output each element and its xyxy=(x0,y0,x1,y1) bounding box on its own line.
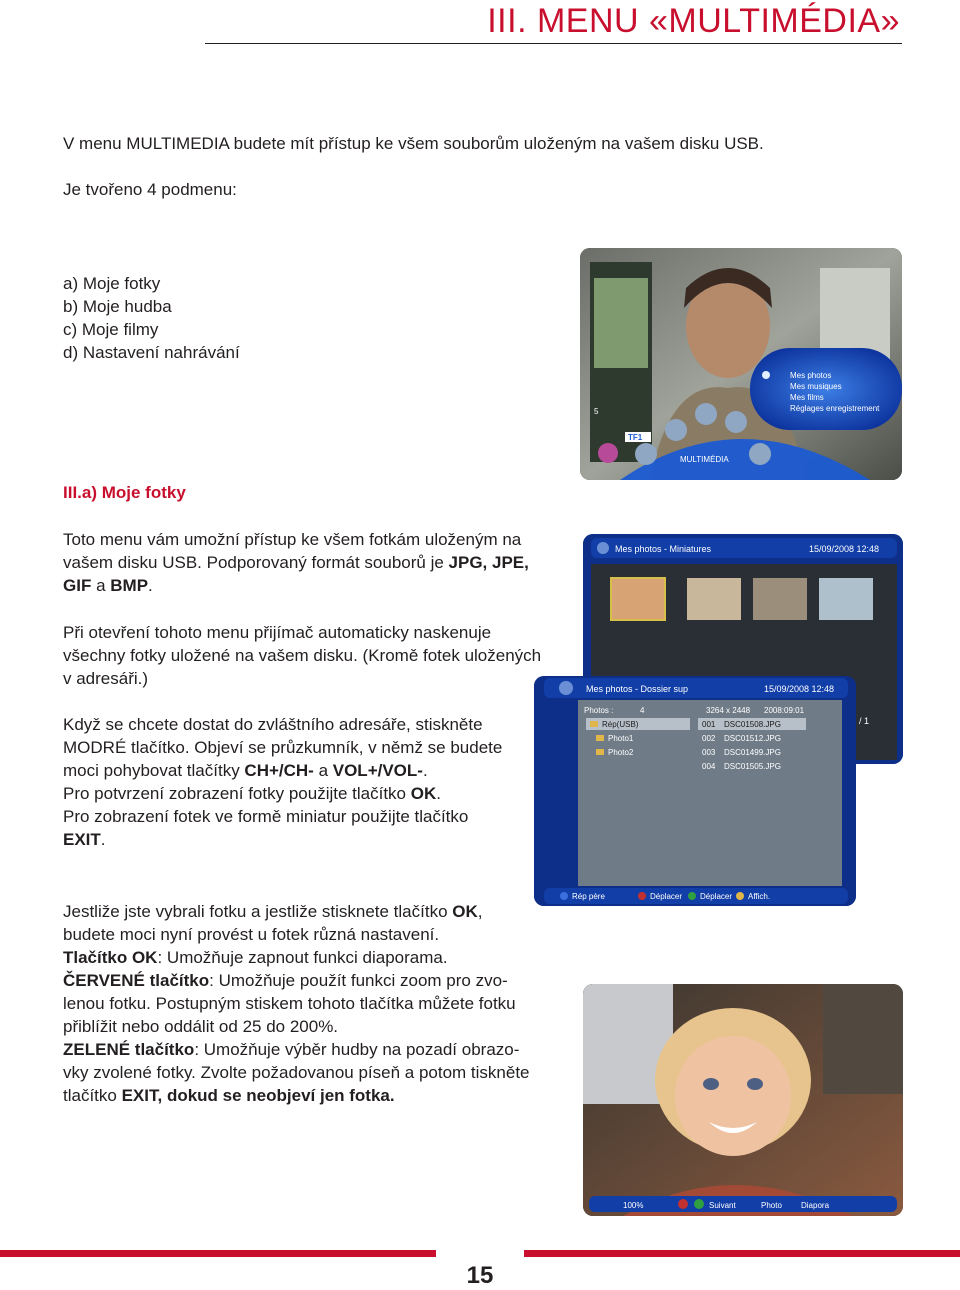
text-run: a xyxy=(91,576,111,595)
text-line xyxy=(63,969,530,992)
text-run: . xyxy=(436,784,441,803)
header-divider xyxy=(205,43,902,44)
text-line: Když se chcete dostat do zvláštního adresáře, stiskněte xyxy=(63,715,483,734)
screenshot-folder-explorer xyxy=(534,676,856,906)
key-exit-instruction: EXIT, dokud se neobjeví jen fotka. xyxy=(121,1086,395,1105)
text-run: , xyxy=(477,902,483,921)
folder-item[interactable]: Photo2 xyxy=(608,748,634,757)
text-run: : Umožňuje použít funkci zoom pro zvo- xyxy=(209,971,508,990)
text-run: : Umožňuje výběr hudby na pozadí obrazo- xyxy=(194,1040,520,1059)
photos-count: 4 xyxy=(640,706,645,715)
key-vol: VOL+/VOL- xyxy=(332,761,423,780)
text-run: tlačítko xyxy=(63,1086,122,1105)
paragraph-formats xyxy=(63,528,529,597)
text-line: všechny fotky uložené na vašem disku. (Kromě fotek uložených xyxy=(63,646,542,665)
submenu-item: b) Moje hudba xyxy=(63,297,172,316)
button-display[interactable]: Affich. xyxy=(748,892,771,901)
file-number: 001 xyxy=(702,720,716,729)
menu-item-recording: Réglages enregistrement xyxy=(790,404,880,413)
text-line: MODRÉ tlačítko. Objeví se průzkumník, v němž se budete xyxy=(63,738,503,757)
explorer-title: Mes photos - Dossier sup xyxy=(586,684,689,694)
key-ok-label: Tlačítko OK xyxy=(63,948,158,967)
paragraph-options xyxy=(63,900,530,1107)
format-list: JPG, JPE, xyxy=(448,553,529,572)
key-ch: CH+/CH- xyxy=(244,761,314,780)
photo-date: 2008:09:01 xyxy=(764,706,805,715)
key-exit: EXIT xyxy=(63,830,101,849)
text-line xyxy=(63,574,529,597)
button-move-1[interactable]: Déplacer xyxy=(650,892,683,901)
text-line: lenou fotku. Postupným stiskem tohoto tlačítka můžete fotku xyxy=(63,994,516,1013)
file-name[interactable]: DSC01499.JPG xyxy=(724,748,781,757)
file-name[interactable]: DSC01505.JPG xyxy=(724,762,781,771)
section-title: III.a) Moje fotky xyxy=(63,483,186,502)
submenu-item: c) Moje filmy xyxy=(63,320,159,339)
format-bmp: BMP xyxy=(110,576,149,595)
submenu-item: d) Nastavení nahrávání xyxy=(63,343,240,362)
file-number: 004 xyxy=(702,762,716,771)
button-move-2[interactable]: Déplacer xyxy=(700,892,733,901)
text-line: Toto menu vám umožní přístup ke všem fotkám uloženým na xyxy=(63,530,522,549)
folder-explorer-screen xyxy=(534,676,856,906)
text-run: Pro potvrzení zobrazení fotky použijte tlačítko xyxy=(63,784,411,803)
text-run: moci pohybovat tlačítky xyxy=(63,761,245,780)
screenshot-photo-view xyxy=(583,984,903,1216)
intro-submenu-count: Je tvořeno 4 podmenu: xyxy=(63,180,237,199)
key-red-label: ČERVENÉ tlačítko xyxy=(63,971,210,990)
file-name[interactable]: DSC01508.JPG xyxy=(724,720,781,729)
button-next[interactable]: Suivant xyxy=(709,1201,736,1210)
button-slideshow[interactable]: Diapora xyxy=(801,1201,830,1210)
text-run: . xyxy=(148,576,153,595)
channel-number: 5 xyxy=(594,407,599,416)
text-line xyxy=(63,900,530,923)
paragraph-navigation xyxy=(63,713,502,851)
intro-text: V menu MULTIMEDIA budete mít přístup ke všem souborům uloženým na vašem disku USB. xyxy=(63,134,764,153)
text-run: . xyxy=(422,761,428,780)
thumbnails-page: / 1 xyxy=(859,716,870,726)
text-line: vky zvolené fotky. Zvolte požadovanou píseň a potom tiskněte xyxy=(63,1063,530,1082)
zoom-level: 100% xyxy=(623,1201,644,1210)
submenu-list xyxy=(63,272,240,364)
page-title: III. MENU «MULTIMÉDIA» xyxy=(487,2,900,40)
button-previous[interactable]: Photo xyxy=(761,1201,782,1210)
format-gif: GIF xyxy=(63,576,92,595)
text-run: Jestliže jste vybrali fotku a jestliže stisknete tlačítko xyxy=(63,902,453,921)
text-line: přiblížit nebo oddálit od 25 do 200%. xyxy=(63,1017,339,1036)
text-line xyxy=(63,1084,530,1107)
text-line xyxy=(63,759,502,782)
key-ok: OK xyxy=(452,902,478,921)
footer-bar-gap xyxy=(436,1250,524,1257)
photo-view-screen xyxy=(583,984,903,1216)
tf1-logo: TF1 xyxy=(628,433,643,442)
explorer-datetime: 15/09/2008 12:48 xyxy=(764,684,835,694)
text-run: . xyxy=(100,830,106,849)
photo-resolution: 3264 x 2448 xyxy=(706,706,751,715)
text-run: vašem disku USB. Podporovaný formát souborů je xyxy=(63,553,449,572)
file-name[interactable]: DSC01512.JPG xyxy=(724,734,781,743)
text-line: Pro zobrazení fotek ve formě miniatur použijte tlačítko xyxy=(63,807,469,826)
text-line xyxy=(63,782,502,805)
folder-item[interactable]: Rép(USB) xyxy=(602,720,639,729)
text-line: Při otevření tohoto menu přijímač automaticky naskenuje xyxy=(63,623,492,642)
page-number: 15 xyxy=(466,1262,494,1289)
text-run: a xyxy=(313,761,333,780)
text-line xyxy=(63,551,529,574)
menu-item-films: Mes films xyxy=(790,393,824,402)
thumbnails-title: Mes photos - Miniatures xyxy=(615,544,712,554)
button-parent-folder[interactable]: Rép père xyxy=(572,892,605,901)
text-line: budete moci nyní provést u fotek různá nastavení. xyxy=(63,925,440,944)
text-line xyxy=(63,1038,530,1061)
file-number: 003 xyxy=(702,748,716,757)
multimedia-label: MULTIMÉDIA xyxy=(680,455,729,464)
text-line xyxy=(63,828,502,851)
folder-item[interactable]: Photo1 xyxy=(608,734,634,743)
photos-label: Photos : xyxy=(584,706,614,715)
menu-item-photos: Mes photos xyxy=(790,371,832,380)
text-line: v adresáři.) xyxy=(63,669,149,688)
thumbnails-datetime: 15/09/2008 12:48 xyxy=(809,544,880,554)
submenu-item: a) Moje fotky xyxy=(63,274,161,293)
menu-item-music: Mes musiques xyxy=(790,382,842,391)
text-run: : Umožňuje zapnout funkci diaporama. xyxy=(157,948,448,967)
key-ok: OK xyxy=(410,784,437,803)
screenshot-multimedia-menu xyxy=(580,248,902,480)
key-green-label: ZELENÉ tlačítko xyxy=(63,1040,195,1059)
file-number: 002 xyxy=(702,734,716,743)
paragraph-scan xyxy=(63,621,541,690)
tv-picture-illustration xyxy=(580,248,902,480)
text-line xyxy=(63,946,530,969)
